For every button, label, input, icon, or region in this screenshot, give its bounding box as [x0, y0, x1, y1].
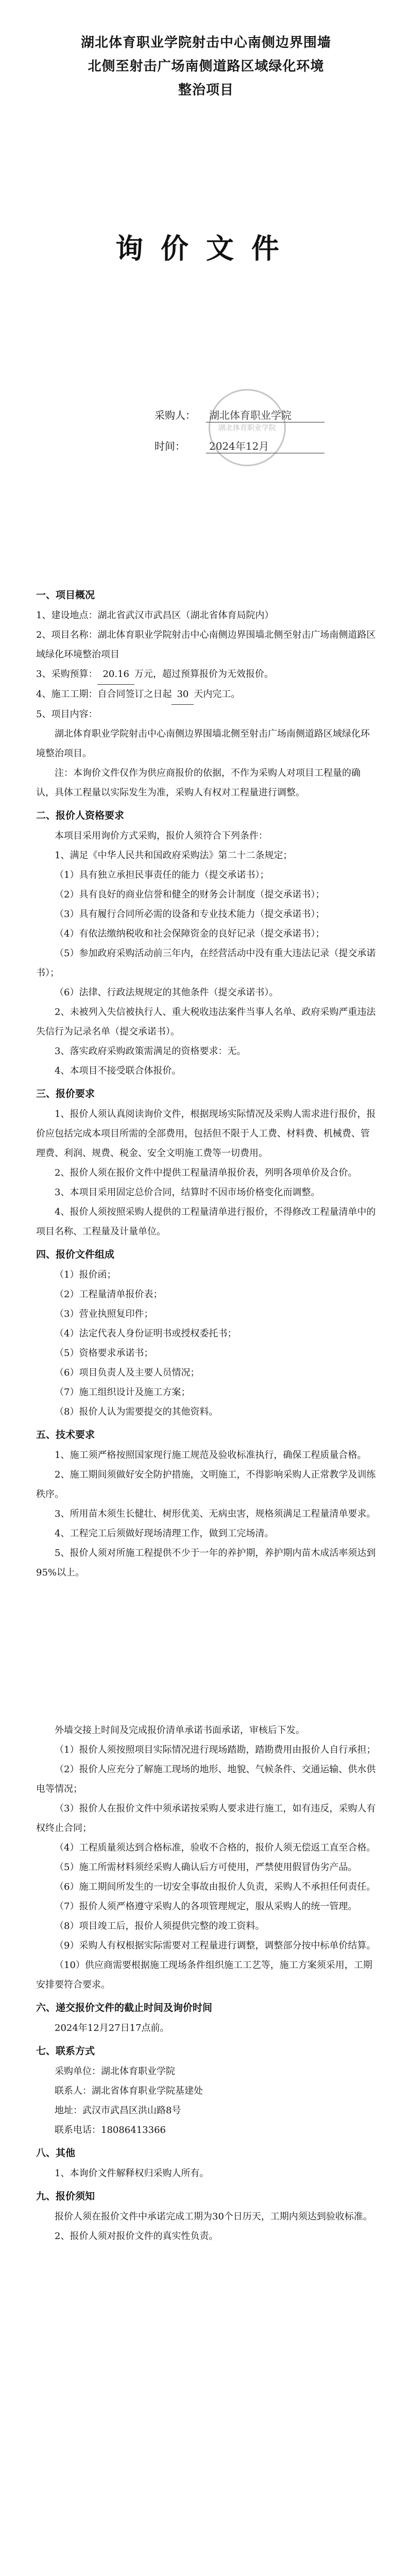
deadline-text: 2024年12月27日17点前。 [55, 2023, 169, 2033]
list-item: （2）工程量清单报价表； [55, 1289, 163, 1300]
paragraph: 2、报价人须对报价文件的真实性负责。 [55, 2231, 218, 2242]
section-heading: 六、递交报价文件的截止时间及询价时间 [36, 2002, 213, 2013]
contact-phone [36, 2121, 376, 2140]
budget-label: 3、采购预算： [36, 669, 98, 680]
cover-title-line: 北侧至射击广场南侧道路区域绿化环境 [88, 59, 324, 74]
list-item: （5）参加政府采购活动前三年内，在经营活动中没有重大违法记录（提交承诺书）； [36, 948, 376, 978]
duration-line [36, 685, 376, 705]
contact-label: 采购单位： [55, 2066, 101, 2077]
paragraph: 1、报价人须认真阅读询价文件，根据现场实际情况及采购人需求进行报价，报价应包括完成本项目所需的全部费用，包括但不限于人工费、材料费、机械费、管理费、利润、规费、税金、安全文明施工费等一切费用。 [36, 1109, 376, 1159]
section-heading: 四、报价文件组成 [36, 1249, 115, 1260]
paragraph: 5、报价人须对所施工程提供不少于一年的养护期，养护期内苗木成活率须达到95%以上。 [36, 1548, 376, 1578]
list-item: （1）报价人须按照项目实际情况进行现场踏勘，踏勘费用由报价人自行承担； [55, 1744, 376, 1755]
paragraph: 1、施工须严格按照国家现行施工规范及验收标准执行，确保工程质量合格。 [55, 1450, 367, 1461]
official-seal [209, 389, 286, 466]
paragraph: （7）报价人须严格遵守采购人的各项管理规定，服从采购人的统一管理。 [55, 1901, 357, 1912]
paragraph: 2、未被列入失信被执行人、重大税收违法案件当事人名单、政府采购严重违法失信行为记录名单（提交承诺书）。 [36, 1007, 376, 1037]
cover-title-line: 整治项目 [178, 82, 234, 98]
paragraph: 4、本项目不接受联合体报价。 [55, 1065, 181, 1076]
paragraph: 3、落实政府采购政策需满足的资格要求：无。 [55, 1046, 246, 1057]
paragraph: （6）施工期间所发生的一切安全事故由报价人负责，采购人不承担任何责任。 [55, 1882, 376, 1892]
date-label: 时间： [154, 440, 185, 452]
paragraph: 4、工程完工后须做好现场清理工作，做到工完场清。 [55, 1528, 274, 1539]
date-value: 2024年12月 [206, 438, 324, 453]
cover-title-line: 湖北体育职业学院射击中心南侧边界围墙 [80, 35, 331, 50]
paragraph: 报价人须在报价文件中承诺完成工期为30个日历天，工期内须达到验收标准。 [55, 2211, 372, 2222]
paragraph: （8）项目竣工后，报价人须提供完整的竣工资料。 [55, 1921, 265, 1931]
paragraph: （9）采购人有权根据实际需要对工程量进行调整，调整部分按中标单价结算。 [55, 1940, 376, 1951]
boq-cover-page [0, 2571, 412, 2576]
contact-person [36, 2081, 376, 2101]
duration-suffix: 天内完工。 [194, 689, 241, 700]
paragraph: 本项目采用询价方式采购，报价人须符合下列条件： [55, 831, 268, 841]
paragraph: 外墙交接上时间及完成报价清单承诺书面承诺，审核后下发。 [55, 1725, 305, 1736]
list-item: （4）工程质量须达到合格标准，验收不合格的，报价人须无偿返工直至合格。 [55, 1842, 376, 1853]
budget-line [36, 665, 376, 685]
contact-value: 18086413366 [101, 2125, 166, 2136]
list-item: （2）报价人应充分了解施工现场的地形、地貌、气候条件、交通运输、供水供电等情况； [36, 1764, 376, 1794]
paragraph: 注：本询价文件仅作为供应商报价的依据，不作为采购人对项目工程量的确认，具体工程量以实际发生为准，采购人有权对工程量进行调整。 [36, 768, 360, 798]
section-heading: 三、报价要求 [36, 1088, 95, 1099]
contact-value: 武汉市武昌区洪山路8号 [82, 2105, 181, 2116]
budget-suffix: 万元，超过预算报价为无效报价。 [134, 669, 273, 680]
section-heading: 二、报价人资格要求 [36, 810, 125, 821]
purchaser-label: 采购人： [154, 409, 196, 421]
duration-value: 30 [171, 685, 194, 705]
list-item: （3）报价人在报价文件中须承诺按采购人要求进行施工，如有违反，采购人有权终止合同； [36, 1803, 376, 1834]
contact-value: 湖北体育职业学院 [101, 2066, 175, 2077]
list-item: （1）报价函； [55, 1269, 116, 1280]
paragraph: 2、报价人须在报价文件中提供工程量清单报价表，列明各项单价及合价。 [55, 1167, 357, 1178]
section-heading: 一、项目概况 [36, 589, 95, 601]
contact-label: 联系人： [55, 2086, 92, 2096]
list-item: （6）项目负责人及主要人员情况； [55, 1367, 200, 1378]
paragraph: 4、报价人须按照采购人提供的工程量清单进行报价，不得修改工程量清单中的项目名称、工程量及计量单位。 [36, 1207, 376, 1237]
paragraph: 2、施工期间须做好安全防护措施，文明施工，不得影响采购人正常教学及训练秩序。 [36, 1469, 376, 1500]
overview-page [0, 572, 412, 1705]
paragraph: 湖北体育职业学院射击中心南侧边界围墙北侧至射击广场南侧道路区域绿化环境整治项目。 [36, 728, 370, 759]
terms-page [0, 1705, 412, 2571]
paragraph: 5、项目内容： [36, 709, 98, 720]
section-heading: 九、报价须知 [36, 2191, 95, 2202]
seal-text: 湖北体育职业学院 [218, 424, 276, 432]
list-item: （4）有依法缴纳税收和社会保障资金的良好记录（提交承诺书）； [55, 928, 325, 939]
paragraph: 3、本项目采用固定总价合同，结算时不因市场价格变化而调整。 [55, 1187, 320, 1198]
paragraph: （5）施工所需材料须经采购人确认后方可使用，严禁使用假冒伪劣产品。 [55, 1862, 357, 1873]
list-item: （4）法定代表人身份证明书或授权委托书； [55, 1328, 237, 1339]
paragraph: 2、项目名称：湖北体育职业学院射击中心南侧边界围墙北侧至射击广场南侧道路区域绿化环境整治项目 [36, 630, 376, 660]
list-item: （3）具有履行合同所必需的设备和专业技术能力（提交承诺书）； [55, 909, 325, 920]
contact-unit [36, 2062, 376, 2081]
doc-type-heading: 询价文件 [115, 232, 297, 265]
terms-body [36, 1721, 376, 2246]
section-heading: 五、技术要求 [36, 1429, 95, 1440]
contact-label: 联系电话： [55, 2125, 101, 2136]
list-item: （5）资格要求承诺书； [55, 1348, 153, 1359]
list-item: （8）报价人认为需要提交的其他资料。 [55, 1406, 218, 1417]
list-item: （7）施工组织设计及施工方案； [55, 1387, 191, 1398]
contact-address [36, 2101, 376, 2121]
cover-page [0, 0, 412, 572]
list-item: （1）具有独立承担民事责任的能力（提交承诺书）； [55, 870, 269, 880]
list-item: （2）具有良好的商业信誉和健全的财务会计制度（提交承诺书）； [55, 889, 325, 900]
section-heading: 八、其他 [36, 2147, 76, 2159]
overview-body [36, 582, 376, 1583]
duration-label: 4、施工工期：自合同签订之日起 [36, 689, 172, 700]
purchaser-value: 湖北体育职业学院 [206, 407, 324, 422]
contact-label: 地址： [55, 2105, 82, 2116]
budget-value: 20.16 [97, 665, 134, 685]
list-item: （3）营业执照复印件； [55, 1309, 153, 1319]
contact-value: 湖北省体育职业学院基建处 [92, 2086, 203, 2096]
paragraph: 1、建设地点：湖北省武汉市武昌区（湖北省体育局院内） [36, 610, 274, 621]
paragraph: 1、本询价文件解释权归采购人所有。 [55, 2168, 209, 2179]
paragraph: 3、所用苗木须生长健壮、树形优美、无病虫害，规格须满足工程量清单要求。 [55, 1509, 376, 1519]
cover-title [67, 31, 345, 102]
paragraph: （10）供应商需要根据施工现场条件组织施工工艺等，施工方案须采用，工期安排要符合要求。 [36, 1960, 372, 1990]
paragraph: 1、满足《中华人民共和国政府采购法》第二十二条规定； [55, 850, 293, 861]
list-item: （6）法律、行政法规规定的其他条件（提交承诺书）。 [55, 987, 279, 998]
section-heading: 七、联系方式 [36, 2045, 95, 2057]
